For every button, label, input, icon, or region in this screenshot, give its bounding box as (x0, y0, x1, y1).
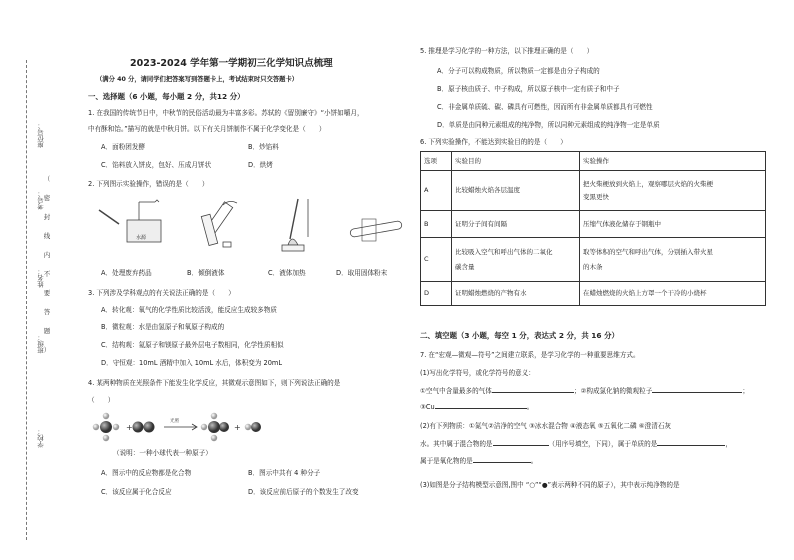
q1-option-d: D．烘烤 (248, 161, 273, 169)
answer-blank-3[interactable] (435, 408, 527, 409)
q4-note: （说明：一种小球代表一种原子） (113, 449, 212, 457)
q4-option-d: D．该反应前后原子的个数发生了改变 (248, 488, 359, 496)
heating-illustration (268, 197, 328, 261)
table-row (421, 238, 766, 282)
answer-blank-2[interactable] (652, 392, 742, 393)
q3-option-b: B．微粒观：水是由氢原子和氧原子构成的 (101, 323, 225, 331)
q4-option-c: C．该反应属于化合反应 (101, 488, 172, 496)
section-1-heading: 一、选择题（6 小题，每小题 2 分，共12 分） (88, 92, 245, 101)
row-b-goal: 证明分子间有间隔 (452, 211, 580, 238)
q7-stem: 7. 在“宏观—微观—符号”之间建立联系，是学习化学的一种重要思维方式。 (420, 351, 640, 359)
q5-stem: 5. 推理是学习化学的一种方法，以下推理正确的是（ ） (420, 47, 594, 55)
water-source-label: 水源 (136, 235, 147, 241)
name-label: 姓名： (37, 268, 45, 288)
q2-option-b: B．倾倒液体 (187, 269, 225, 277)
table-header-row (421, 152, 766, 171)
row-b-option: B (421, 211, 452, 238)
row-c-option: C (421, 238, 452, 282)
row-a-operation: 把火柴梗放到火焰上，观察哪层火焰的火柴梗 变黑更快 (580, 171, 766, 211)
reaction-molecule-diagram (88, 408, 388, 448)
q5-option-d: D．单质是由同种元素组成的纯净物，所以同种元素组成的纯净物一定是单质 (437, 121, 660, 129)
answer-blank-4[interactable] (493, 445, 549, 446)
table-row (421, 211, 766, 238)
school-label: 学校： (37, 428, 45, 448)
q1-option-b: B．炒馅料 (248, 143, 279, 151)
page-subtitle: （满分 40 分，请同学们把答案写到答题卡上，考试结束时只交答题卡） (96, 76, 299, 83)
q1-option-c: C．馅料放入饼皮，包好、压成月饼状 (101, 161, 212, 169)
col-header-option: 选项 (421, 152, 452, 171)
q1-line1: 1. 在我国的传统节日中，中秋节的民俗活动最为丰富多彩。苏轼的《留别廉守》“小饼如嚼月， (88, 109, 364, 117)
row-b-operation: 压缩气体液化储存于钢瓶中 (580, 211, 766, 238)
svg-text:光照: 光照 (170, 419, 179, 424)
q7-part1-stem: (1)写出化学符号，或化学符号的意义： (420, 369, 535, 377)
class-label: 班级： (37, 334, 45, 354)
seat-number-label: 座位号： (37, 122, 45, 148)
q6-stem: 6. 下列实验操作，不能达到实验目的的是（ ） (420, 138, 567, 146)
disposal-illustration (95, 198, 170, 250)
powder-illustration (348, 215, 408, 245)
q3-option-c: C．结构观：氦原子和镁原子最外层电子数相同，化学性质相似 (101, 341, 284, 349)
binding-line (26, 60, 27, 540)
answer-blank-6[interactable] (473, 462, 531, 463)
q2-option-a: A．处理废弃药品 (101, 269, 152, 277)
q5-option-c: C．非金属单质硫、碳、磷具有可燃性，因而所有非金属单质都具有可燃性 (437, 103, 653, 111)
row-a-goal: 比较蜡烛火焰各层温度 (452, 171, 580, 211)
q7-part2-line1: (2)有下列物质：①氮气②洁净的空气 ③冰水混合物 ④液态氧 ⑤五氧化二磷 ⑥澄清石灰 (420, 422, 672, 430)
q7-part1-line2: ③Cu 。 (420, 403, 534, 411)
q4-answer-paren: （ ） (88, 396, 115, 404)
q3-stem: 3. 下列涉及学科观点的有关说法正确的是（ ） (88, 289, 235, 297)
row-c-operation: 取等体积的空气和呼出气体，分别插入带火星 的木条 (580, 238, 766, 282)
q7-part1-line1: ①空气中含量最多的气体 ；②构成氯化钠的微观粒子 ； (420, 387, 749, 395)
q1-option-a: A．面粉团发酵 (101, 143, 146, 151)
q7-part3-stem: (3)如图是分子结构模型示意图,图中 “○”“●”表示两种不同的原子），其中表示纯净物的是 (420, 481, 680, 489)
q3-option-a: A．转化观：氧气的化学性质比较活泼，能反应生成较多物质 (101, 306, 277, 314)
q2-stem: 2. 下列图示实验操作，错误的是（ ） (88, 180, 209, 188)
table-row (421, 171, 766, 211)
answer-blank-1[interactable] (492, 392, 574, 393)
row-c-goal: 比较吸入空气和呼出气体的二氧化 碳含量 (452, 238, 580, 282)
col-header-operation: 实验操作 (580, 152, 766, 171)
q6-experiment-table (420, 151, 766, 306)
q3-option-d: D．守恒观：10mL 酒精中加入 10mL 水后，体积变为 20mL (101, 359, 283, 367)
exam-number-label: 考号： (37, 190, 45, 210)
q1-line2: 中有酥和饴。”描写的就是中秋月饼。以下有关月饼制作不属于化学变化是（ ） (88, 125, 326, 133)
q4-option-b: B．图示中共有 4 种分子 (248, 469, 321, 477)
answer-blank-5[interactable] (657, 445, 725, 446)
q4-stem: 4. 某两种物质在光照条件下能发生化学反应，其微观示意图如下，则下列说法正确的是 (88, 379, 341, 387)
svg-text:+: + (126, 423, 133, 432)
row-a-option: A (421, 171, 452, 211)
table-row (421, 282, 766, 306)
q2-option-c: C．液体加热 (268, 269, 306, 277)
q5-option-a: A．分子可以构成物质，所以物质一定都是由分子构成的 (437, 67, 600, 75)
row-d-option: D (421, 282, 452, 306)
page-title: 2023-2024 学年第一学期初三化学知识点梳理 (130, 58, 333, 69)
row-d-goal: 证明蜡烛燃烧的产物有水 (452, 282, 580, 306)
section-2-heading: 二、填空题（3 小题，每空 1 分，表达式 2 分，共 16 分） (420, 331, 619, 340)
q7-part2-line2: 水。其中属于混合物的是 （用序号填空，下同），属于单质的是 ， (420, 440, 732, 448)
pouring-illustration (185, 197, 245, 257)
row-d-operation: 在蜡烛燃烧的火焰上方罩一个干冷的小烧杯 (580, 282, 766, 306)
q2-option-d: D．取用固体粉末 (336, 269, 388, 277)
col-header-goal: 实验目的 (452, 152, 580, 171)
q4-option-a: A．图示中的反应物都是化合物 (101, 469, 192, 477)
svg-text:+: + (234, 423, 241, 432)
seal-line-text: （ 密 封 线 内 不 要 答 题 ） (43, 175, 51, 354)
q7-part2-line3: 属于是氧化物的是 。 (420, 457, 538, 465)
q5-option-b: B．原子核由质子、中子构成，所以原子核中一定有质子和中子 (437, 85, 620, 93)
